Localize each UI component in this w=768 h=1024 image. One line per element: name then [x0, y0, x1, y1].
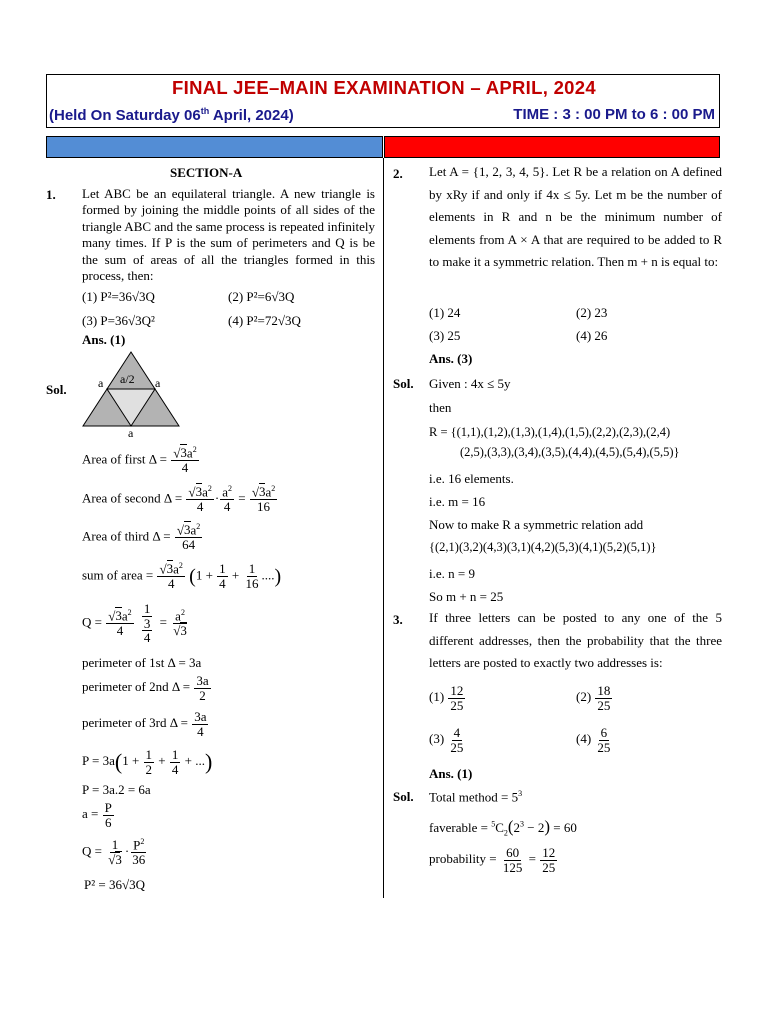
perimeter-third: perimeter of 3rd Δ = $\frac{3a}{4}$	[82, 709, 207, 739]
fig-label-a-bottom: a	[128, 426, 134, 440]
triangle-figure	[80, 348, 184, 438]
q2-count: i.e. 16 elements.	[429, 471, 514, 486]
q-value: Q = $\frac{√3a^2}{4}$ $\frac{1}{\frac{3}{4}}$ = $\frac{a^2}{√3}$	[82, 601, 187, 646]
q3-total: Total method = $5^3$	[429, 789, 523, 805]
q2-relation-line-1: R = {(1,1),(1,2),(1,3),(1,4),(1,5),(2,2),(2,3),(2,4)	[429, 425, 671, 439]
q2-number: 2.	[393, 166, 403, 181]
q1-text: Let ABC be an equilateral triangle. A new triangle is formed by joining the middle points of all sides of the triangle ABC and the same process is repeated infinitely many times. If P is the sum of perimeters and Q is be the sum of areas of all the triangles formed in this process, then:	[82, 186, 375, 284]
q2-option-2: (2) 23	[576, 305, 608, 320]
exam-time: TIME : 3 : 00 PM to 6 : 00 PM	[513, 106, 715, 123]
q2-answer: Ans. (3)	[429, 351, 473, 366]
perimeter-first: perimeter of 1st Δ = 3a	[82, 655, 202, 670]
fig-label-a-left: a	[98, 376, 104, 390]
q1-answer: Ans. (1)	[82, 332, 126, 347]
p-series: P = 3a(1 + $\frac{1}{2}$ + $\frac{1}{4}$ + ...)	[82, 747, 213, 777]
q3-sol-label: Sol.	[393, 789, 414, 804]
q2-added-pairs: {(2,1)(3,2)(4,3)(3,1)(4,2)(5,3)(4,1)(5,2)(5,1)}	[429, 540, 657, 554]
q2-given: Given : 4x ≤ 5y	[429, 376, 511, 391]
q2-option-1: (1) 24	[429, 305, 461, 320]
perimeter-second: perimeter of 2nd Δ = $\frac{3a}{2}$	[82, 673, 209, 703]
q3-number: 3.	[393, 612, 403, 627]
q1-option-1: (1) P²=36√3Q	[82, 289, 155, 304]
q3-option-1: (1) $\frac{12}{25}$	[429, 683, 464, 713]
q2-then: then	[429, 400, 452, 415]
q2-n-value: i.e. n = 9	[429, 566, 475, 581]
q2-now: Now to make R a symmetric relation add	[429, 517, 644, 532]
q2-sol-label: Sol.	[393, 376, 414, 391]
q3-option-2: (2) $\frac{18}{25}$	[576, 683, 611, 713]
exam-header	[46, 74, 720, 128]
q1-sol-label: Sol.	[46, 382, 67, 397]
sum-of-area: sum of area = $\frac{√3a^2}{4}$ (1 + $\frac{1}{4}$ + $\frac{1}{16}$ ....)	[82, 561, 282, 591]
area-third: Area of third Δ = $\frac{√3a^2}{64}$	[82, 522, 201, 552]
fig-label-a-right: a	[155, 376, 161, 390]
q1-option-3: (3) P=36√3Q²	[82, 313, 155, 328]
area-second: Area of second Δ = $\frac{√3a^2}{4}$ · $\frac{a^2}{4}$ = $\frac{√3a^2}{16}$	[82, 484, 276, 514]
q2-option-4: (4) 26	[576, 328, 608, 343]
section-heading: SECTION-A	[170, 165, 243, 180]
p-value: P = 3a.2 = 6a	[82, 782, 151, 797]
blue-column-bar	[46, 136, 383, 158]
column-divider	[383, 158, 384, 898]
q1-final-result: P² = 36√3Q	[84, 877, 145, 892]
area-first: Area of first Δ = $\frac{√3a^2}{4}$	[82, 445, 197, 475]
exam-title: FINAL JEE–MAIN EXAMINATION – APRIL, 2024	[172, 77, 596, 98]
q3-answer: Ans. (1)	[429, 766, 473, 781]
q1-option-2: (2) P²=6√3Q	[228, 289, 295, 304]
q2-option-3: (3) 25	[429, 328, 461, 343]
held-on-date: (Held On Saturday 06th April, 2024)	[49, 106, 294, 124]
q3-option-4: (4) $\frac{6}{25}$	[576, 725, 611, 755]
q1-option-4: (4) P²=72√3Q	[228, 313, 301, 328]
q2-result: So m + n = 25	[429, 589, 504, 604]
fig-label-a-half: a/2	[120, 372, 135, 386]
q3-text: If three letters can be posted to any one of the 5 different addresses, then the probability that the three letters are posted to exactly two addresses is:	[429, 610, 722, 671]
q2-relation-line-2: (2,5),(3,3),(3,4),(3,5),(4,4),(4,5),(5,4),(5,5)}	[460, 445, 680, 459]
q1-number: 1.	[46, 187, 56, 202]
q3-favourable: faverable = $^5C_2(2^3 - 2) = 60$	[429, 817, 577, 838]
a-value: a = $\frac{P}{6}$	[82, 800, 112, 830]
red-column-bar	[384, 136, 720, 158]
q2-text: Let A = {1, 2, 3, 4, 5}. Let R be a relation on A defined by xRy if and only if 4x ≤ 5y. Let m be the number of elements in R and n be the minimum number of elements from A × A that are required to be added to R to make it a symmetric relation. Then m + n is equal to:	[429, 164, 722, 270]
q3-probability: probability = $\frac{60}{125}$ = $\frac{12}{25}$	[429, 845, 556, 875]
q3-option-3: (3) $\frac{4}{25}$	[429, 725, 464, 755]
q2-m-value: i.e. m = 16	[429, 494, 486, 509]
q-in-terms-of-p: Q = $\frac{1}{√3}$ · $\frac{P^2}{36}$	[82, 837, 146, 867]
